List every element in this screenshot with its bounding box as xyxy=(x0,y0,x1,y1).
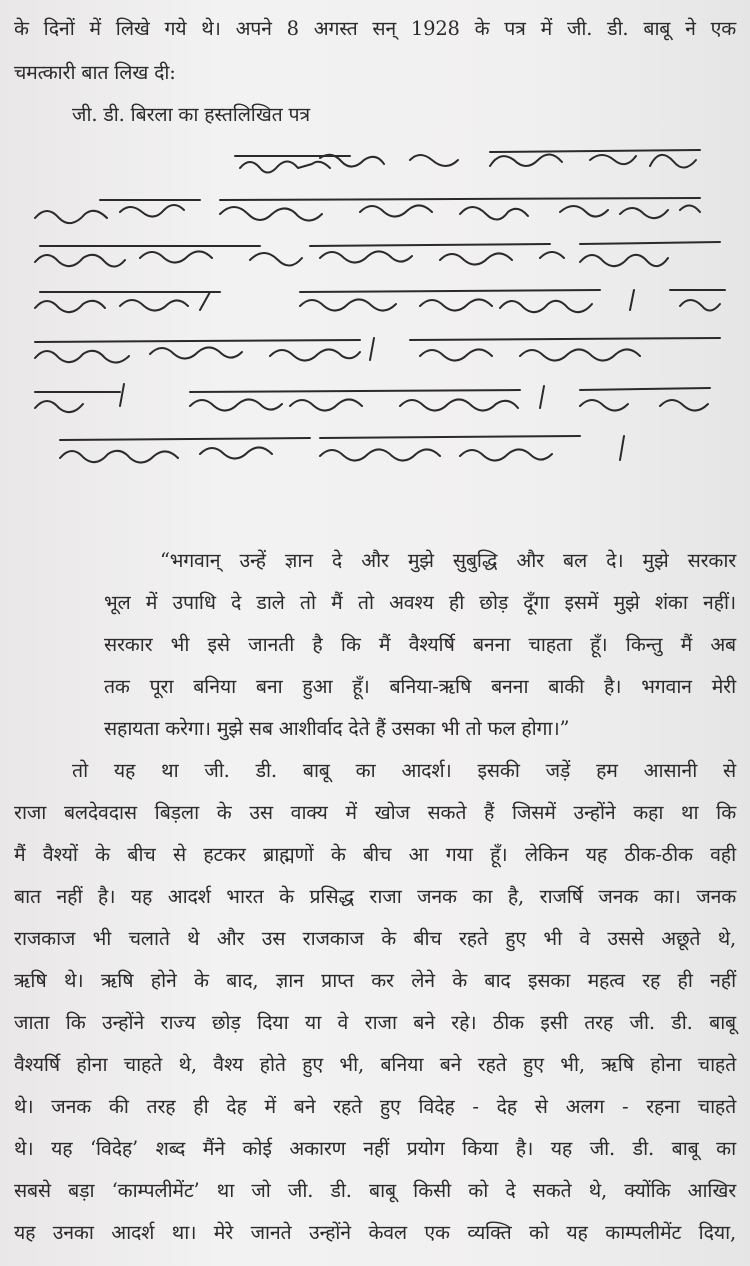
quote-line-2: भूल में उपाधि दे डाले तो मैं तो अवश्य ही छोड़ दूँगा इसमें मुझे शंका नहीं। xyxy=(104,591,736,614)
body-line-5: राजकाज भी चलाते थे और उस राजकाज के बीच रहते हुए भी वे उससे अछूते थे, xyxy=(14,927,736,950)
body-line-3: मैं वैश्यों के बीच से हटकर ब्राह्मणों के बीच आ गया हूँ। लेकिन यह ठीक-ठीक वही xyxy=(14,843,736,866)
body-line-10: थे। यह ‘विदेह’ शब्द मैंने कोई अकारण नहीं प्रयोग किया है। यह जी. डी. बाबू का xyxy=(14,1137,736,1160)
quote-line-4: तक पूरा बनिया बना हुआ हूँ। बनिया-ऋषि बनना बाकी है। भगवान मेरी xyxy=(104,675,736,698)
body-line-9: थे। जनक की तरह ही देह में बने रहते हुए विदेह - देह से अलग - रहना चाहते xyxy=(14,1095,736,1118)
body-line-8: वैश्यर्षि होना चाहते थे, वैश्य होते हुए भी, बनिया बने रहते हुए भी, ऋषि होना चाहते xyxy=(14,1053,736,1076)
body-line-2: राजा बलदेवदास बिड़ला के उस वाक्य में खोज सकते हैं जिसमें उन्होंने कहा था कि xyxy=(14,801,736,824)
body-line-6: ऋषि थे। ऋषि होने के बाद, ज्ञान प्राप्त कर लेने के बाद इसका महत्व रह ही नहीं xyxy=(14,969,736,992)
intro-line-1: के दिनों में लिखे गये थे। अपने 8 अगस्त सन् 1928 के पत्र में जी. डी. बाबू ने एक xyxy=(14,17,736,40)
body-line-1: तो यह था जी. डी. बाबू का आदर्श। इसकी जड़ें हम आसानी से xyxy=(72,759,736,782)
quote-line-1: “भगवान् उन्हें ज्ञान दे और मुझे सुबुद्धि और बल दे। मुझे सरकार xyxy=(160,549,736,572)
body-line-7: जाता कि उन्होंने राज्य छोड़ दिया या वे राजा बने रहे। ठीक इसी तरह जी. डी. बाबू xyxy=(14,1011,736,1034)
body-line-12: यह उनका आदर्श था। मेरे जानते उन्होंने केवल एक व्यक्ति को यह काम्पलीमेंट दिया, xyxy=(14,1221,736,1244)
intro-line-2: चमत्कारी बात लिख दी: xyxy=(14,61,176,84)
quote-line-5: सहायता करेगा। मुझे सब आशीर्वाद देते हैं उसका भी तो फल होगा।” xyxy=(104,717,570,740)
quote-line-3: सरकार भी इसे जानती है कि मैं वैश्यर्षि बनना चाहता हूँ। किन्तु मैं अब xyxy=(104,633,736,656)
body-line-11: सबसे बड़ा ‘काम्पलीमेंट’ था जो जी. डी. बाबू किसी को दे सकते थे, क्योंकि आखिर xyxy=(14,1179,736,1202)
handwritten-letter-image xyxy=(20,140,740,480)
handwritten-letter-svg xyxy=(20,140,740,480)
body-line-4: बात नहीं है। यह आदर्श भारत के प्रसिद्ध राजा जनक का है, राजर्षि जनक का। जनक xyxy=(14,885,736,908)
figure-caption: जी. डी. बिरला का हस्तलिखित पत्र xyxy=(72,103,310,126)
